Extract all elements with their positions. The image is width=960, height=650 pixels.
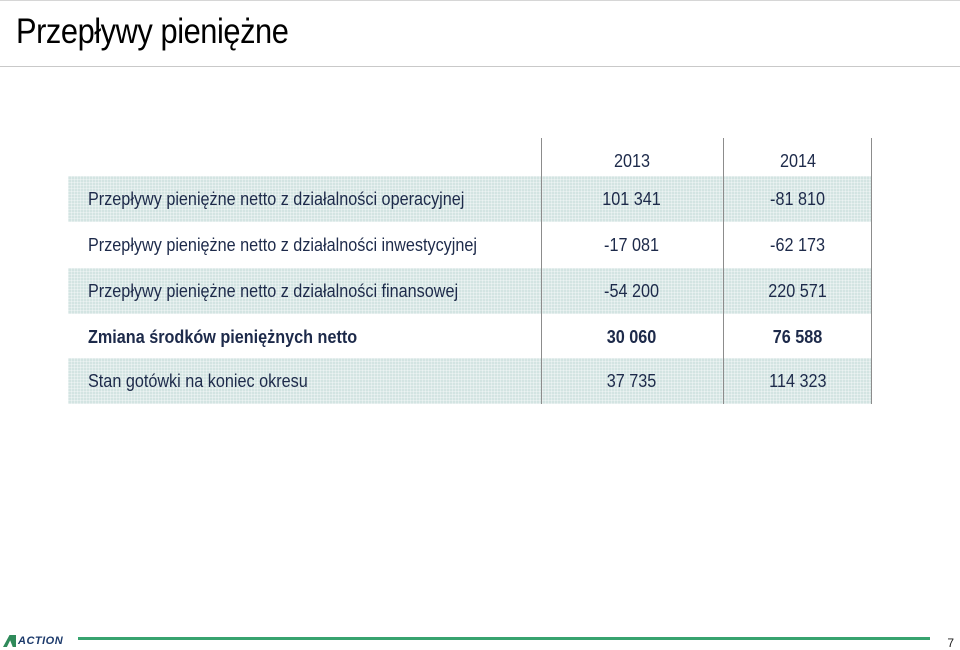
column-divider xyxy=(541,138,542,404)
value-2014: -81 810 xyxy=(770,189,826,209)
row-label-financing: Przepływy pieniężne netto z działalności finansowej xyxy=(88,281,459,301)
title-divider xyxy=(0,66,960,67)
table-row xyxy=(68,268,872,314)
footer-logo xyxy=(3,634,63,648)
value-2013: 101 341 xyxy=(602,189,662,209)
column-header-2013: 2013 xyxy=(613,151,651,171)
table-row xyxy=(68,222,872,268)
value-2013: -17 081 xyxy=(604,235,660,255)
row-label-investing: Przepływy pieniężne netto z działalności inwestycyjnej xyxy=(88,235,477,255)
table-row xyxy=(68,176,872,222)
value-2014: 76 588 xyxy=(773,327,823,347)
value-2014: -62 173 xyxy=(770,235,826,255)
top-border xyxy=(0,0,960,1)
column-divider xyxy=(871,138,872,404)
column-divider xyxy=(723,138,724,404)
row-label-operating: Przepływy pieniężne netto z działalności operacyjnej xyxy=(88,189,465,209)
table-row xyxy=(68,314,872,360)
value-2013: 37 735 xyxy=(607,371,657,391)
value-2014: 114 323 xyxy=(769,371,827,391)
footer-accent-bar xyxy=(78,637,930,640)
logo-text: ACTION xyxy=(18,635,64,647)
value-2013: 30 060 xyxy=(607,327,657,347)
row-label-net-change: Zmiana środków pieniężnych netto xyxy=(88,327,358,347)
action-logo-icon xyxy=(3,635,16,647)
table-row xyxy=(68,358,872,404)
row-label-cash-end: Stan gotówki na koniec okresu xyxy=(88,371,308,391)
value-2014: 220 571 xyxy=(768,281,828,301)
column-header-2014: 2014 xyxy=(779,151,817,171)
page-title: Przepływy pieniężne xyxy=(16,12,289,51)
value-2013: -54 200 xyxy=(604,281,660,301)
page-number: 7 xyxy=(947,636,954,650)
